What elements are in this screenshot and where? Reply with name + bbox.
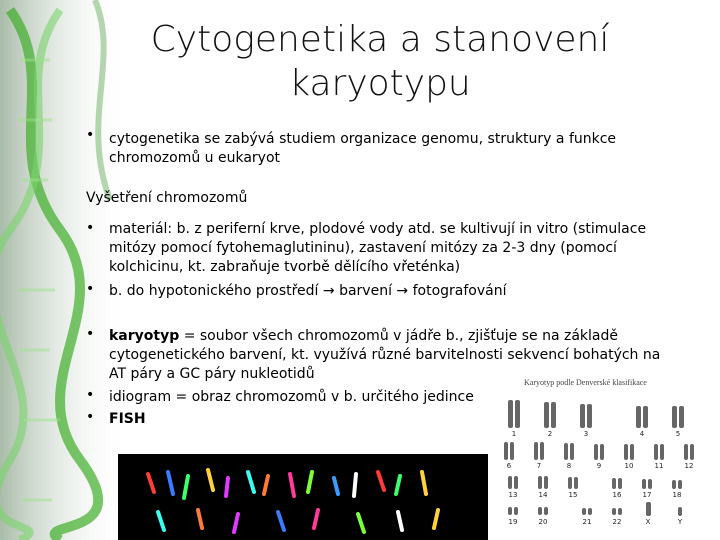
bullet-dot: • — [86, 281, 95, 297]
karyo-label: 11 — [654, 462, 664, 470]
karyogram-caption: Karyotyp podle Denverské klasifikace — [524, 378, 647, 387]
karyo-label: 14 — [538, 491, 548, 499]
karyo-label: 1 — [511, 430, 517, 438]
idiogram-text: idiogram = obraz chromozomů v b. určitého jedince — [109, 389, 474, 405]
material-text: materiál: b. z periferní krve, plodové vody atd. se kultivují in vitro (stimulace mitózy pomocí fytohemaglutininu), zastavení mitózy za 2-3 dny (pomocí kolchicinu, kt. zabraňuje tvorbě dělícího vřeténka) — [109, 221, 647, 275]
karyo-label: 8 — [566, 462, 572, 470]
bullet-dot: • — [86, 127, 95, 143]
section-heading: Vyšetření chromozomů — [86, 190, 248, 206]
bullet-dot: • — [86, 326, 95, 342]
karyo-label: X — [645, 518, 651, 526]
karyo-label: 12 — [684, 462, 694, 470]
fish-text: FISH — [109, 411, 146, 427]
karyo-label: 7 — [536, 462, 542, 470]
karyo-label: 13 — [508, 491, 518, 499]
karyo-label: Y — [677, 518, 683, 526]
karyotype-term: karyotyp — [109, 328, 180, 344]
slide-title: Cytogenetika a stanovení karyotypu — [150, 19, 610, 104]
karyo-label: 3 — [583, 430, 589, 438]
karyo-label: 9 — [596, 462, 602, 470]
karyogram-image — [496, 392, 716, 532]
karyo-label: 20 — [538, 518, 548, 526]
karyo-label: 19 — [508, 518, 518, 526]
bullet-dot: • — [86, 220, 95, 236]
process-text: b. do hypotonického prostředí → barvení → fotografování — [109, 283, 507, 299]
karyo-label: 2 — [547, 430, 553, 438]
karyo-label: 18 — [672, 491, 682, 499]
bullet-dot: • — [86, 409, 95, 425]
karyo-label: 4 — [639, 430, 645, 438]
karyo-label: 10 — [624, 462, 634, 470]
karyo-label: 15 — [568, 491, 578, 499]
karyo-label: 5 — [675, 430, 681, 438]
karyo-label: 22 — [612, 518, 622, 526]
karyo-label: 6 — [506, 462, 512, 470]
karyo-label: 21 — [582, 518, 592, 526]
karyo-label: 16 — [612, 491, 622, 499]
intro-text: cytogenetika se zabývá studiem organizace genomu, struktury a funkce chromozomů u eukaryot — [109, 131, 617, 166]
karyotype-text — [109, 327, 669, 384]
karyo-label: 17 — [642, 491, 652, 499]
karyotype-definition: = soubor všech chromozomů v jádře b., zjišťuje se na základě cytogenetického barvení, kt. využívá různé barvitelnosti sekvencí bohatých na AT páry a GC páry nukleotidů — [109, 328, 661, 382]
bullet-dot: • — [86, 387, 95, 403]
fish-metaphase-image — [118, 454, 488, 540]
